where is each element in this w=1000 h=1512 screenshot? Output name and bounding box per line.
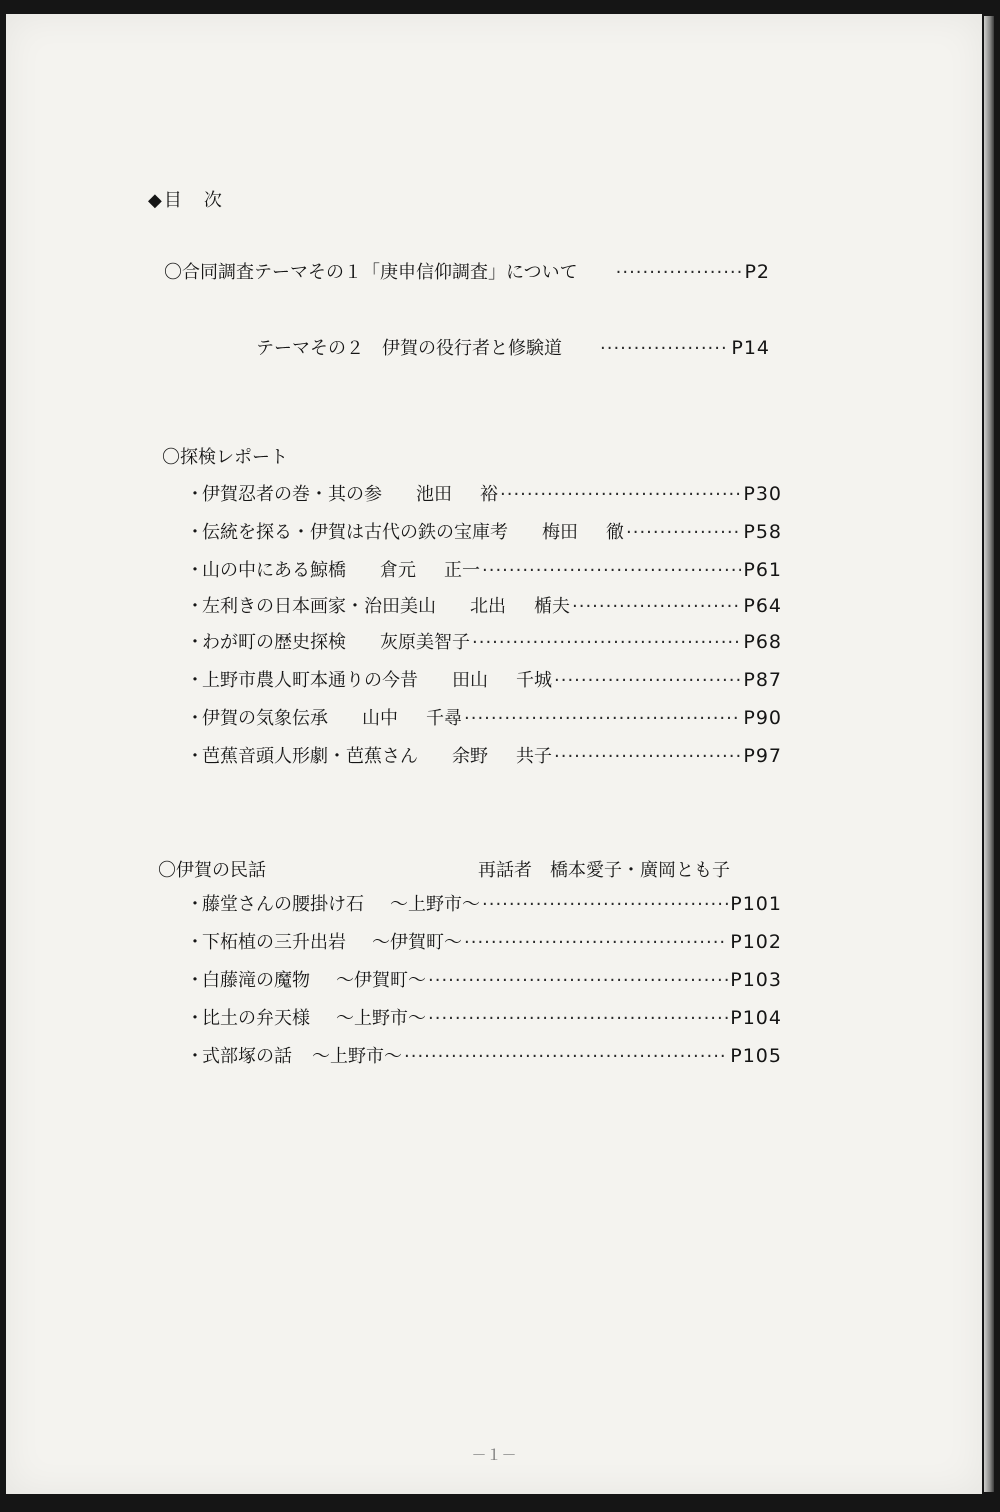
bullet: ・ [186,596,204,617]
page-number: P2 [744,261,770,283]
toc-section-title: 〇探検レポート [162,447,288,468]
entry-title: 比土の弁天様 [202,1008,310,1029]
entry-place: ～伊賀町～ [372,932,462,953]
entry-place: ～上野市～ [312,1046,402,1067]
bullet: ・ [186,632,204,653]
toc-row-report [186,556,782,582]
toc-row-folktale [186,966,782,992]
toc-row-folktale [186,1042,782,1068]
page-number: P103 [730,969,782,991]
entry-place: ～伊賀町～ [336,970,426,991]
dot-leader [404,1046,728,1067]
page-number: P105 [730,1045,782,1067]
dot-leader [554,670,741,691]
dot-leader [616,262,743,283]
entry-author: 北出 楯夫 [470,596,570,617]
bullet: ・ [186,932,204,953]
page-number: P90 [743,707,782,729]
page-number: P104 [730,1007,782,1029]
entry-title: 下柘植の三升出岩 [202,932,346,953]
entry-title: わが町の歴史探検 [202,632,346,653]
toc-section-title: 〇伊賀の民話 [158,860,266,881]
retellers-label: 再話者 [478,860,532,881]
bullet: ・ [186,560,204,581]
entry-place: ～上野市～ [390,894,480,915]
toc-subsection-title: テーマその２ 伊賀の役行者と修験道 [256,338,562,359]
toc-row-folktale [186,1004,782,1030]
dot-leader [482,894,728,915]
entry-title: 上野市農人町本通りの今昔 [202,670,418,691]
dot-leader [600,338,729,359]
entry-author: 余野 共子 [452,746,552,767]
retellers-names: 橋本愛子・廣岡とも子 [550,860,730,881]
page-number: P101 [730,893,782,915]
entry-author: 山中 千尋 [362,708,462,729]
bullet: ・ [186,522,204,543]
bullet: ・ [186,1046,204,1067]
toc-row-report [186,666,782,692]
entry-title: 芭蕉音頭人形劇・芭蕉さん [202,746,418,767]
page-number: P58 [743,521,782,543]
dot-leader [472,632,741,653]
toc-heading: ◆目 次 [148,190,224,211]
toc-row-report [186,518,782,544]
dot-leader [464,932,728,953]
bullet: ・ [186,894,204,915]
page-number: P61 [743,559,782,581]
page-number: P14 [731,337,770,359]
toc-row-report [186,592,782,618]
toc-row-folktale [186,890,782,916]
bullet: ・ [186,484,204,505]
entry-author: 池田 裕 [416,484,498,505]
dot-leader [626,522,741,543]
page-number: P87 [743,669,782,691]
toc-row-report [186,480,782,506]
toc-row-report [186,742,782,768]
dot-leader [572,596,741,617]
entry-title: 伊賀の気象伝承 [202,708,328,729]
entry-author: 梅田 徹 [542,522,624,543]
page-number: P30 [743,483,782,505]
dot-leader [428,970,728,991]
page-number: P97 [743,745,782,767]
entry-title: 山の中にある鯨橋 [202,560,346,581]
dot-leader [500,484,741,505]
entry-title: 伊賀忍者の巻・其の参 [202,484,382,505]
dot-leader [482,560,741,581]
toc-row-joint-theme-2 [256,334,770,360]
page-stack-edge [984,16,994,1492]
page-number: P68 [743,631,782,653]
entry-title: 藤堂さんの腰掛け石 [202,894,364,915]
entry-title: 左利きの日本画家・治田美山 [202,596,436,617]
entry-author: 倉元 正一 [380,560,480,581]
toc-row-report [186,628,782,654]
toc-row-folktale [186,928,782,954]
bullet: ・ [186,708,204,729]
entry-title: 白藤滝の魔物 [202,970,310,991]
page-folio: －１－ [471,1446,517,1464]
bullet: ・ [186,1008,204,1029]
toc-row-joint-theme-1 [164,258,770,284]
retellers-line [478,856,730,882]
bullet: ・ [186,970,204,991]
page-sheet [6,14,982,1494]
dot-leader [428,1008,728,1029]
entry-author: 灰原美智子 [380,632,470,653]
entry-title: 式部塚の話 [202,1046,292,1067]
bullet: ・ [186,670,204,691]
page-number: P64 [743,595,782,617]
entry-title: 伝統を探る・伊賀は古代の鉄の宝庫考 [202,522,508,543]
page-number: P102 [730,931,782,953]
dot-leader [464,708,741,729]
bullet: ・ [186,746,204,767]
entry-place: ～上野市～ [336,1008,426,1029]
toc-section-title: 〇合同調査テーマその１「庚申信仰調査」について [164,262,578,283]
toc-row-report [186,704,782,730]
dot-leader [554,746,741,767]
entry-author: 田山 千城 [452,670,552,691]
